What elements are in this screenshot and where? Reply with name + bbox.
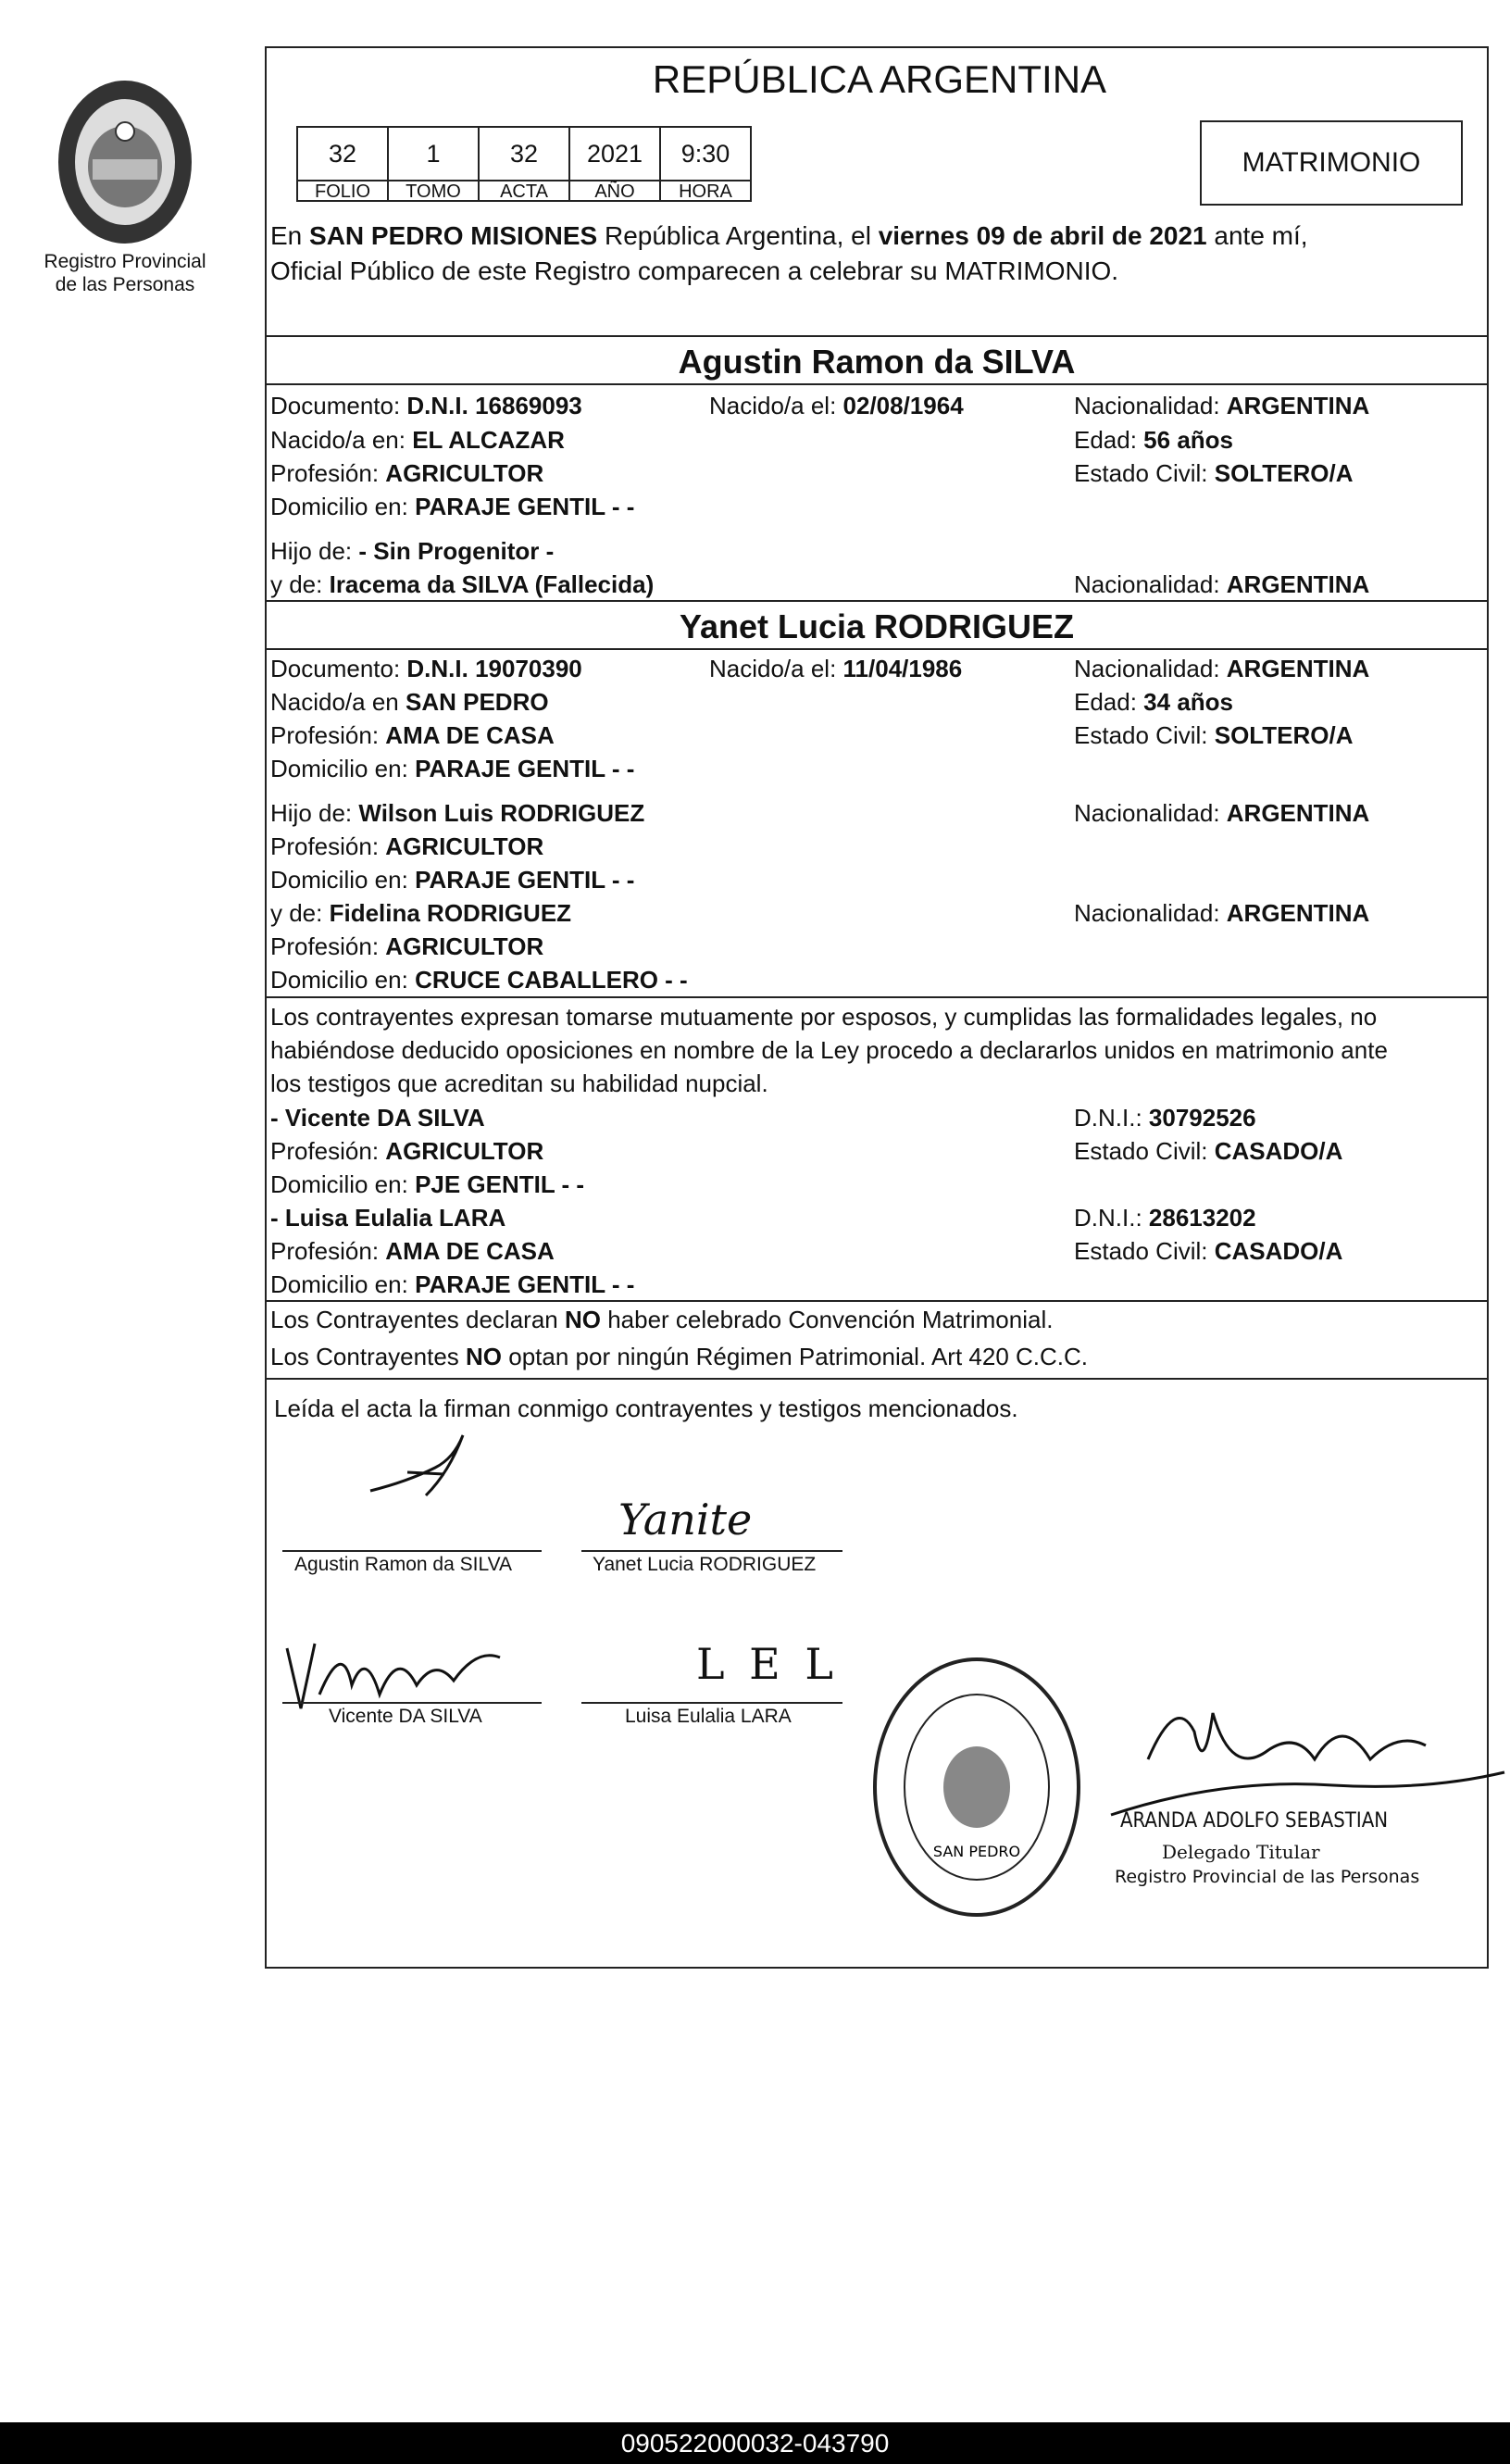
official-name: ARANDA ADOLFO SEBASTIAN [1120,1809,1389,1832]
official-title: Delegado Titular [1162,1841,1320,1863]
divider [265,996,1489,998]
witness1-dni: D.N.I.: 30792526 [1074,1104,1256,1132]
signature-line [581,1550,842,1552]
spouse1-age: Edad: 56 años [1074,426,1233,454]
spouse1-birth-place: Nacido/a en: EL ALCAZAR [270,426,565,454]
province-shield-icon [37,74,213,255]
signature-caption-witness1: Vicente DA SILVA [329,1706,482,1727]
witness1-address: Domicilio en: PJE GENTIL - - [270,1170,585,1198]
divider [265,648,1489,650]
record-cell-acta: 32 ACTA [478,126,570,202]
signature-handwriting: L E L [696,1639,839,1689]
logo-caption: Registro Provincial de las Personas [44,251,206,295]
witness2-address: Domicilio en: PARAJE GENTIL - - [270,1270,635,1298]
page-title: REPÚBLICA ARGENTINA [652,57,1107,101]
spouse2-father-nationality: Nacionalidad: ARGENTINA [1074,799,1370,827]
signature-handwriting: Yanite [618,1495,753,1545]
spouse1-profession: Profesión: AGRICULTOR [270,459,544,487]
spouse2-mother-address: Domicilio en: CRUCE CABALLERO - - [270,966,688,994]
spouse1-address: Domicilio en: PARAJE GENTIL - - [270,493,635,520]
spouse1-birth-date: Nacido/a el: 02/08/1964 [709,392,964,419]
record-type-badge: MATRIMONIO [1200,120,1463,206]
divider [265,1300,1489,1302]
spouse1-name: Agustin Ramon da SILVA [678,343,1076,381]
signature-line [581,1702,842,1704]
signature-line [282,1550,542,1552]
spouse2-civil-status: Estado Civil: SOLTERO/A [1074,721,1354,749]
witness2-dni: D.N.I.: 28613202 [1074,1204,1256,1232]
spouse2-age: Edad: 34 años [1074,688,1233,716]
spouse2-birth-place: Nacido/a en SAN PEDRO [270,688,549,716]
record-cell-hora: 9:30 HORA [659,126,752,202]
registry-logo [37,74,213,306]
seal-text: SAN PEDRO [932,1843,1021,1860]
spouse1-mother-nationality: Nacionalidad: ARGENTINA [1074,570,1370,598]
divider [265,383,1489,385]
spouse2-address: Domicilio en: PARAJE GENTIL - - [270,755,635,782]
spouse2-name: Yanet Lucia RODRIGUEZ [679,607,1075,645]
patrimonial-regime-statement: Los Contrayentes NO optan por ningún Régimen Patrimonial. Art 420 C.C.C. [270,1343,1089,1370]
signature-line [282,1702,542,1704]
spouse2-document: Documento: D.N.I. 19070390 [270,655,582,682]
spouse1-document: Documento: D.N.I. 16869093 [270,392,582,419]
witness1-profession: Profesión: AGRICULTOR [270,1137,544,1165]
spouse1-civil-status: Estado Civil: SOLTERO/A [1074,459,1354,487]
divider [265,335,1489,337]
signature-caption-spouse2: Yanet Lucia RODRIGUEZ [593,1554,817,1575]
document-barcode-number: 090522000032-043790 [0,2422,1510,2464]
spouse2-father: Hijo de: Wilson Luis RODRIGUEZ [270,799,645,827]
spouse2-mother-nationality: Nacionalidad: ARGENTINA [1074,899,1370,927]
spouse1-nationality: Nacionalidad: ARGENTINA [1074,392,1370,419]
divider [265,1378,1489,1380]
record-cell-tomo: 1 TOMO [387,126,480,202]
spouse2-father-address: Domicilio en: PARAJE GENTIL - - [270,866,635,894]
spouse1-mother: y de: Iracema da SILVA (Fallecida) [270,570,655,598]
record-cell-ano: 2021 AÑO [568,126,661,202]
record-cell-folio: 32 FOLIO [296,126,389,202]
witness1-civil-status: Estado Civil: CASADO/A [1074,1137,1343,1165]
spouse2-mother: y de: Fidelina RODRIGUEZ [270,899,572,927]
spouse2-father-profession: Profesión: AGRICULTOR [270,832,544,860]
spouse1-father: Hijo de: - Sin Progenitor - [270,537,555,565]
divider [265,600,1489,602]
official-seal-icon [866,1648,1088,1926]
reading-statement: Leída el acta la firman conmigo contrayentes y testigos mencionados. [274,1395,1018,1422]
witness2-name: - Luisa Eulalia LARA [270,1204,506,1232]
spouse2-mother-profession: Profesión: AGRICULTOR [270,932,544,960]
spouse2-profession: Profesión: AMA DE CASA [270,721,555,749]
signature-caption-spouse1: Agustin Ramon da SILVA [294,1554,513,1575]
spouse2-nationality: Nacionalidad: ARGENTINA [1074,655,1370,682]
signature-scribble [352,1417,491,1509]
official-organization: Registro Provincial de las Personas [1115,1867,1420,1887]
witness2-civil-status: Estado Civil: CASADO/A [1074,1237,1343,1265]
witness1-name: - Vicente DA SILVA [270,1104,485,1132]
spouse2-birth-date: Nacido/a el: 11/04/1986 [709,655,963,682]
intro-text: En SAN PEDRO MISIONES República Argentina, el viernes 09 de abril de 2021 ante mí, Oficial Público de este Registro comparecen a celebrar su MATRIMONIO. [270,221,1308,285]
declaration-text: Los contrayentes expresan tomarse mutuamente por esposos, y cumplidas las formalidades legales, no habiéndose deducido oposiciones en nombre de la Ley procedo a declararlos unidos en matrimonio ante los testigos que acreditan su habilidad nupcial. [270,1003,1388,1097]
convention-statement: Los Contrayentes declaran NO haber celebrado Convención Matrimonial. [270,1306,1054,1333]
signature-caption-witness2: Luisa Eulalia LARA [625,1706,792,1727]
witness2-profession: Profesión: AMA DE CASA [270,1237,555,1265]
